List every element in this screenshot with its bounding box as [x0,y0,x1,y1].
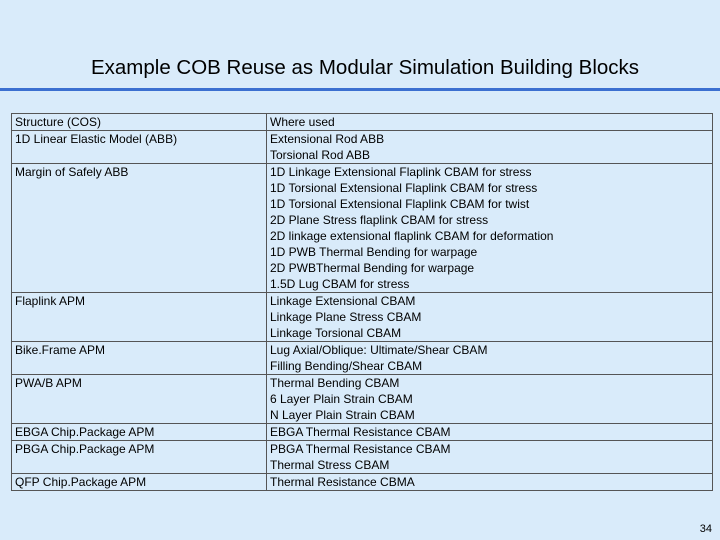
where-used-item: 2D Plane Stress flaplink CBAM for stress [270,213,489,227]
structure-cell [12,164,267,293]
table-row [12,342,713,375]
where-used-item: PBGA Thermal Resistance CBAM [270,442,451,456]
structure-label: PWA/B APM [15,376,82,390]
structure-label: Bike.Frame APM [15,343,106,357]
where-used-item: Linkage Torsional CBAM [270,326,402,340]
title-underline [0,88,720,91]
where-used-cell [267,342,713,375]
structure-cell [12,131,267,164]
structure-label: Flaplink APM [15,294,86,308]
structure-cell [12,342,267,375]
where-used-cell [267,293,713,342]
table-row [12,131,713,164]
where-used-item: Torsional Rod ABB [270,148,371,162]
where-used-item: Thermal Stress CBAM [270,458,390,472]
structure-cell [12,424,267,441]
table-row [12,474,713,491]
structure-cell [12,114,267,131]
where-used-cell [267,474,713,491]
where-used-item: EBGA Thermal Resistance CBAM [270,425,451,439]
table-row [12,293,713,342]
where-used-cell [267,131,713,164]
where-used-item: 1D Torsional Extensional Flaplink CBAM for stress [270,181,538,195]
where-used-item: Thermal Resistance CBMA [270,475,415,489]
where-used-item: Lug Axial/Oblique: Ultimate/Shear CBAM [270,343,488,357]
where-used-item: 2D PWBThermal Bending for warpage [270,261,475,275]
where-used-cell [267,375,713,424]
where-used-cell [267,164,713,293]
structure-label: Margin of Safely ABB [15,165,129,179]
table-row [12,441,713,474]
where-used-cell [267,441,713,474]
structure-label: 1D Linear Elastic Model (ABB) [15,132,178,146]
where-used-item: 1D Linkage Extensional Flaplink CBAM for stress [270,165,532,179]
where-used-item: Extensional Rod ABB [270,132,385,146]
where-used-item: Linkage Extensional CBAM [270,294,416,308]
where-used-item: Where used [270,115,335,129]
cob-reuse-table [11,113,713,491]
structure-cell [12,474,267,491]
slide-title: Example COB Reuse as Modular Simulation Building Blocks [90,56,640,79]
structure-cell [12,441,267,474]
table-header-row [12,114,713,131]
structure-label: EBGA Chip.Package APM [15,425,155,439]
where-used-item: Thermal Bending CBAM [270,376,400,390]
where-used-item: Linkage Plane Stress CBAM [270,310,422,324]
structure-label: QFP Chip.Package APM [15,475,147,489]
structure-label: Structure (COS) [15,115,102,129]
page-number: 34 [699,523,712,535]
table-row [12,424,713,441]
table-row [12,164,713,293]
structure-cell [12,293,267,342]
structure-label: PBGA Chip.Package APM [15,442,155,456]
where-used-item: 1D PWB Thermal Bending for warpage [270,245,478,259]
where-used-cell [267,424,713,441]
table-row [12,375,713,424]
where-used-item: 2D linkage extensional flaplink CBAM for deformation [270,229,554,243]
where-used-item: 6 Layer Plain Strain CBAM [270,392,413,406]
where-used-item: 1.5D Lug CBAM for stress [270,277,410,291]
structure-cell [12,375,267,424]
where-used-item: N Layer Plain Strain CBAM [270,408,415,422]
where-used-cell [267,114,713,131]
where-used-item: Filling Bending/Shear CBAM [270,359,423,373]
where-used-item: 1D Torsional Extensional Flaplink CBAM for twist [270,197,530,211]
